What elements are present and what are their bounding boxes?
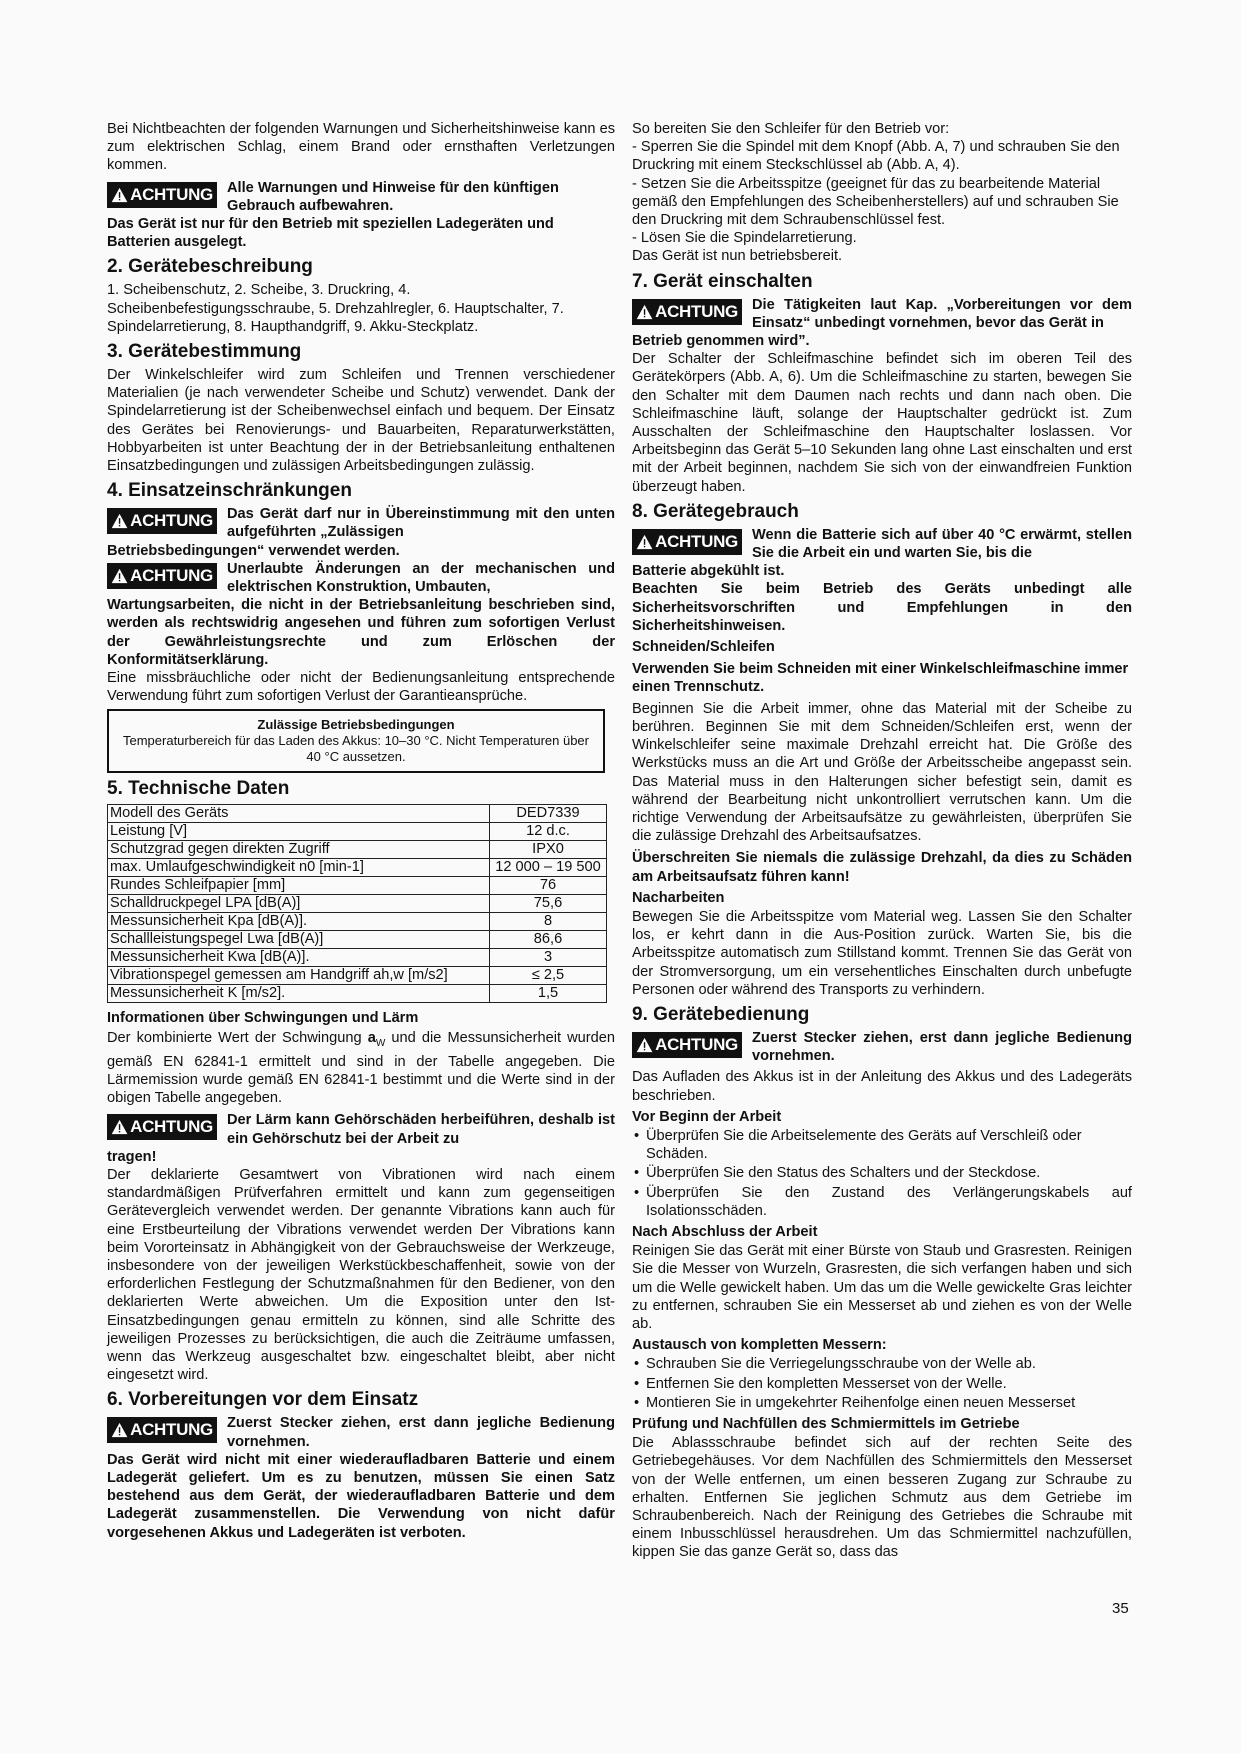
section-title: 3. Gerätebestimmung <box>107 341 302 363</box>
subsection-title: Nach Abschluss der Arbeit <box>632 1223 818 1240</box>
warning-triangle-icon <box>111 566 128 586</box>
vibration-symbol: a <box>367 1029 376 1046</box>
section-text: Beginnen Sie die Arbeit immer, ohne das Material mit der Scheibe zu berühren. Beginnen Sie mit dem Schneiden/Schleifen erst, wenn der Winkelschleifer seine maximale Drehzahl erreicht hat. Die Größe des Werkstücks muss an die Art und Größe der Arbeitsscheibe angepasst sein. Das Material muss in den Halterungen sicher befestigt sein, damit es während der Bearbeitung nicht unkontrolliert verrutschen kann. Um die richtige Verwendung der Arbeitsaufsätze zu gewährleisten, überprüfen Sie die zulässige Drehzahl des Arbeitsaufsatzes. <box>632 700 1132 845</box>
section-title: 5. Technische Daten <box>107 778 290 800</box>
section-text: Der Winkelschleifer wird zum Schleifen und Trennen verschiedener Materialien (je nach verwendeter Scheibe und Schutz) verwendet. Dank der Spindelarretierung ist der Scheibenwechsel einfach und bequem. Der Einsatz des Gerätes bei Renovierungs- und Bauarbeiten, Reparaturwerkstätten, Hobbyarbeiten ist unter Beachtung der in der Betriebsanleitung enthaltenen Einsatzbedingungen und zulässigen Arbeitsbedingungen zulässig. <box>107 367 615 475</box>
warning-label: ACHTUNG <box>655 1034 738 1054</box>
warning-text: Unerlaubte Änderungen an der mechanischen und elektrischen Konstruktion, Umbauten, <box>227 560 615 596</box>
section-text: Das Aufladen des Akkus ist in der Anleitung des Akkus und des Ladegeräts beschrieben. <box>632 1069 1132 1104</box>
vibration-text-2: Der deklarierte Gesamtwert von Vibrationen wird nach einem standardmäßigen Prüfverfahren ermittelt und kann zum gegenseitigen Gerätevergleich verwendet werden. Der genannte Vibrations kann auch für eine Erstbeurteilung der Vibrations verwendet werden Der Vibrations kann beim Vororteinsatz in Abhängigkeit von der Gebrauchsweise der Werkzeuge, insbesondere von der jeweiligen Werkstückbeschaffenheit, sowie von der erforderlichen Festlegung der Schutzmaßnahmen für den Bediener, von den deklarierten Werte abweichen. Um die Exposition unter den Ist-Einsatzbedingungen genau ermitteln zu können, sind alle Schritte des jeweiligen Prozesses zu berücksichtigen, die auch die Zeiträume umfassen, wenn das Werkzeug ausgeschaltet bzw. eingeschaltet bleibt, aber nicht eingesetzt wird. <box>107 1167 615 1384</box>
warning-text: Zuerst Stecker ziehen, erst dann jegliche Bedienung vornehmen. <box>752 1029 1132 1065</box>
bold-note: Beachten Sie beim Betrieb des Geräts unbedingt alle Sicherheitsvorschriften und Empfehlungen in den Sicherheitshinweisen. <box>632 581 1132 634</box>
bold-note: Verwenden Sie beim Schneiden mit einer Winkelschleifmaschine immer einen Trennschutz. <box>632 661 1129 696</box>
table-row <box>108 913 607 931</box>
warning-text: Der Lärm kann Gehörschäden herbeiführen, deshalb ist ein Gehörschutz bei der Arbeit zu <box>227 1112 615 1147</box>
spec-value: 3 <box>490 949 607 967</box>
warning-text-continued: Betriebsbedingungen“ verwendet werden. <box>107 542 400 559</box>
table-row <box>108 985 607 1003</box>
spec-label: Schalldruckpegel LPA [dB(A)] <box>108 895 490 913</box>
list-item: • Überprüfen Sie den Zustand des Verlängerungskabels auf Isolationsschäden. <box>646 1184 1132 1220</box>
warning-text: Die Tätigkeiten laut Kap. „Vorbereitungen vor dem Einsatz“ unbedingt vornehmen, bevor das Gerät in <box>752 296 1132 331</box>
warning-text-continued: Betrieb genommen wird”. <box>632 333 810 350</box>
spec-value: 76 <box>490 877 607 895</box>
section-text: 1. Scheibenschutz, 2. Scheibe, 3. Druckring, 4. Scheibenbefestigungsschraube, 5. Drehzahlregler, 6. Hauptschalter, 7. Spindelarretierung, 8. Haupthandgriff, 9. Akku-Steckplatz. <box>107 282 564 335</box>
table-row <box>108 895 607 913</box>
warning-badge <box>632 299 742 325</box>
subsection-title: Austausch von kompletten Messern: <box>632 1337 887 1354</box>
warning-triangle-icon <box>111 1420 128 1440</box>
warning-block <box>632 296 1132 351</box>
operating-conditions-box <box>107 709 605 773</box>
spec-value: ≤ 2,5 <box>490 967 607 985</box>
prep-step: - Lösen Sie die Spindelarretierung. <box>632 230 857 247</box>
spec-label: Messunsicherheit Kwa [dB(A)]. <box>108 949 490 967</box>
warning-text-continued: Wartungsarbeiten, die nicht in der Betriebsanleitung beschrieben sind, werden als rechtswidrig angesehen und führen zum sofortigen Verlust der Gewährleistungsrechte und zum Erlöschen der Konformitätserklärung. <box>107 597 615 668</box>
spec-value: 12 d.c. <box>490 823 607 841</box>
spec-value: 12 000 – 19 500 <box>490 859 607 877</box>
blade-swap-list <box>632 1355 1132 1412</box>
page-number: 35 <box>1112 1600 1129 1617</box>
table-row <box>108 841 607 859</box>
warning-label: ACHTUNG <box>130 184 213 204</box>
spec-value: DED7339 <box>490 805 607 823</box>
section-text: Bewegen Sie die Arbeitsspitze vom Material weg. Lassen Sie den Schalter los, er kehrt dann in die Aus-Position zurück. Warten Sie, bis die Arbeitsspitze automatisch zum Stillstand kommt. Trennen Sie das Gerät von der Stromversorgung, um ein versehentliches Einschalten durch unbefugte Personen oder während des Transports zu verhindern. <box>632 908 1132 998</box>
subsection-title: Schneiden/Schleifen <box>632 639 775 656</box>
prep-step: Das Gerät ist nun betriebsbereit. <box>632 248 843 265</box>
spec-label: max. Umlaufgeschwindigkeit n0 [min-1] <box>108 859 490 877</box>
warning-triangle-icon <box>636 532 653 552</box>
table-row <box>108 823 607 841</box>
spec-label: Vibrationspegel gemessen am Handgriff ah,w [m/s2] <box>108 967 490 985</box>
spec-value: 1,5 <box>490 985 607 1003</box>
table-row <box>108 931 607 949</box>
spec-label: Messunsicherheit Kpa [dB(A)]. <box>108 913 490 931</box>
warning-badge <box>632 529 742 555</box>
spec-value: 8 <box>490 913 607 931</box>
section-text: Der Schalter der Schleifmaschine befindet sich im oberen Teil des Gerätekörpers (Abb. A, 6). Um die Schleifmaschine zu starten, bewegen Sie den Schalter mit dem Daumen nach rechts und dann nach oben. Die Schleifmaschine läuft, solange der Hauptschalter gedrückt ist. Zum Ausschalten der Schleifmaschine den Hauptschalter loslassen. Vor Arbeitsbeginn das Gerät 5–10 Sekunden lang ohne Last einschalten und erst mit der Arbeit beginnen, nachdem Sie sich von der einwandfreien Funktion überzeugt haben. <box>632 351 1132 495</box>
warning-block <box>632 526 1132 581</box>
table-row <box>108 967 607 985</box>
spec-label: Rundes Schleifpapier [mm] <box>108 877 490 895</box>
left-column <box>107 120 615 1542</box>
section-text: Reinigen Sie das Gerät mit einer Bürste von Staub und Grasresten. Reinigen Sie die Messer von Wurzeln, Grasresten, die sich verfangen haben und sich um die Welle gewickelt haben. Um das um die Welle gewickelte Gras leichter zu entfernen, schrauben Sie ein Messerset ab und ziehen es von der Welle ab. <box>632 1243 1132 1332</box>
list-item: • Überprüfen Sie den Status des Schalters und der Steckdose. <box>646 1164 1132 1182</box>
prep-step: - Sperren Sie die Spindel mit dem Knopf (Abb. A, 7) und schrauben Sie den Druckring mit einem Steckschlüssel ab (Abb. A, 4). <box>632 139 1120 174</box>
warning-triangle-icon <box>636 302 653 322</box>
box-title: Zulässige Betriebsbedingungen <box>257 717 455 733</box>
vibration-text-part: und die Messunsicherheit wurden gemäß EN 62841-1 ermittelt und sind in der Tabelle angegeben. Die Lärmemission wurde gemäß EN 62841-1 bestimmt und die Werte sind in der obigen Tabelle angegeben. <box>107 1029 616 1107</box>
box-text: Temperaturbereich für das Laden des Akkus: 10–30 °C. Nicht Temperaturen über 40 °C aussetzen. <box>122 733 589 765</box>
warning-text-continued: Das Gerät ist nur für den Betrieb mit speziellen Ladegeräten und Batterien ausgelegt. <box>107 216 554 251</box>
list-item: • Überprüfen Sie die Arbeitselemente des Geräts auf Verschleiß oder Schäden. <box>646 1127 1132 1163</box>
warning-text: Wenn die Batterie sich auf über 40 °C erwärmt, stellen Sie die Arbeit ein und warten Sie, bis die <box>752 526 1132 562</box>
spec-table <box>107 804 607 1003</box>
section-title: 7. Gerät einschalten <box>632 270 813 292</box>
table-row <box>108 949 607 967</box>
warning-text: Das Gerät darf nur in Übereinstimmung mit den unten aufgeführten „Zulässigen <box>227 506 615 541</box>
subsection-title: Nacharbeiten <box>632 889 725 906</box>
warning-badge <box>107 182 217 208</box>
warning-badge <box>107 1417 217 1443</box>
warning-block <box>107 560 615 669</box>
spec-label: Modell des Geräts <box>108 805 490 823</box>
warning-block <box>107 505 615 560</box>
table-row <box>108 859 607 877</box>
prep-intro: So bereiten Sie den Schleifer für den Betrieb vor: <box>632 121 950 137</box>
warning-badge <box>107 563 217 589</box>
spec-label: Messunsicherheit K [m/s2]. <box>108 985 490 1003</box>
vibration-text-part: Der kombinierte Wert der Schwingung <box>107 1029 368 1046</box>
right-column <box>632 120 1132 1562</box>
warning-block <box>107 1414 615 1541</box>
warning-text: Alle Warnungen und Hinweise für den künftigen Gebrauch aufbewahren. <box>227 179 559 214</box>
warning-label: ACHTUNG <box>655 301 738 321</box>
bold-note: Überschreiten Sie niemals die zulässige Drehzahl, da dies zu Schäden am Arbeitsaufsatz führen kann! <box>632 850 1132 885</box>
warning-label: ACHTUNG <box>655 531 738 551</box>
spec-label: Schutzgrad gegen direkten Zugriff <box>108 841 490 859</box>
warning-badge <box>107 1114 217 1140</box>
section-text: Eine missbräuchliche oder nicht der Bedienungsanleitung entsprechende Verwendung führt zum sofortigen Verlust der Garantieansprüche. <box>107 670 615 705</box>
vibration-symbol-sub: W <box>375 1037 386 1049</box>
subsection-title: Prüfung und Nachfüllen des Schmiermittels im Getriebe <box>632 1416 1020 1432</box>
list-item: • Montieren Sie in umgekehrter Reihenfolge einen neuen Messerset <box>646 1394 1132 1412</box>
warning-text: Zuerst Stecker ziehen, erst dann jegliche Bedienung vornehmen. <box>227 1415 615 1450</box>
warning-label: ACHTUNG <box>130 565 213 585</box>
section-text: Die Ablassschraube befindet sich auf der rechten Seite des Getriebegehäuses. Vor dem Nachfüllen des Schmiermittels den Messerset von der Welle entfernen, um einen besseren Zugang zur Schraube zu erhalten. Entfernen Sie jeglichen Schmutz aus dem Getriebe im Schraubenbereich. Nach der Reinigung des Getriebes die Schraube mit einem Inbusschlüssel herausdrehen. Um das Schmiermittel nachzufüllen, kippen Sie das ganze Gerät so, dass das <box>632 1435 1132 1561</box>
subsection-title: Informationen über Schwingungen und Lärm <box>107 1010 419 1027</box>
warning-label: ACHTUNG <box>130 511 213 531</box>
spec-value: 86,6 <box>490 931 607 949</box>
prep-step: - Setzen Sie die Arbeitsspitze (geeignet für das zu bearbeitende Material gemäß den Empfehlungen des Scheibenherstellers) auf und schrauben Sie den Druckring mit dem Schraubenschlüssel fest. <box>632 175 1119 229</box>
section-title: 8. Gerätegebrauch <box>632 500 799 522</box>
warning-badge <box>632 1032 742 1058</box>
spec-label: Schallleistungspegel Lwa [dB(A)] <box>108 931 490 949</box>
spec-label: Leistung [V] <box>108 823 490 841</box>
table-row <box>108 877 607 895</box>
warning-block <box>107 179 615 252</box>
warning-block <box>632 1029 1132 1065</box>
subsection-title: Vor Beginn der Arbeit <box>632 1108 782 1125</box>
warning-triangle-icon <box>111 511 128 531</box>
before-work-list <box>632 1127 1132 1220</box>
table-row <box>108 805 607 823</box>
spec-value: 75,6 <box>490 895 607 913</box>
warning-text-continued: tragen! <box>107 1148 157 1165</box>
warning-label: ACHTUNG <box>130 1117 213 1137</box>
warning-label: ACHTUNG <box>130 1420 213 1440</box>
spec-value: IPX0 <box>490 841 607 859</box>
warning-triangle-icon <box>636 1035 653 1055</box>
warning-block <box>107 1111 615 1166</box>
section-title: 4. Einsatzeinschränkungen <box>107 480 352 502</box>
warning-text-continued: Batterie abgekühlt ist. <box>632 563 785 580</box>
section-title: 2. Gerätebeschreibung <box>107 256 313 278</box>
list-item: • Entfernen Sie den kompletten Messerset von der Welle. <box>646 1375 1132 1393</box>
vibration-text <box>107 1029 615 1108</box>
section-title: 6. Vorbereitungen vor dem Einsatz <box>107 1389 419 1411</box>
intro-text: Bei Nichtbeachten der folgenden Warnungen und Sicherheitshinweise kann es zum elektrischen Schlag, einem Brand oder ernsthaften Verletzungen kommen. <box>107 121 615 174</box>
section-title: 9. Gerätebedienung <box>632 1003 810 1025</box>
warning-badge <box>107 508 217 534</box>
warning-triangle-icon <box>111 185 128 205</box>
warning-triangle-icon <box>111 1117 128 1137</box>
warning-text-continued: Das Gerät wird nicht mit einer wiederaufladbaren Batterie und einem Ladegerät geliefert. Um es zu benutzen, müssen Sie einen Satz bestehend aus dem Gerät, der wiederaufladbaren Batterie und dem Ladegerät zusammenstellen. Die Verwendung von nicht dafür vorgesehenen Akkus und Ladegeräten ist verboten. <box>107 1451 615 1541</box>
list-item: • Schrauben Sie die Verriegelungsschraube von der Welle ab. <box>646 1355 1132 1373</box>
